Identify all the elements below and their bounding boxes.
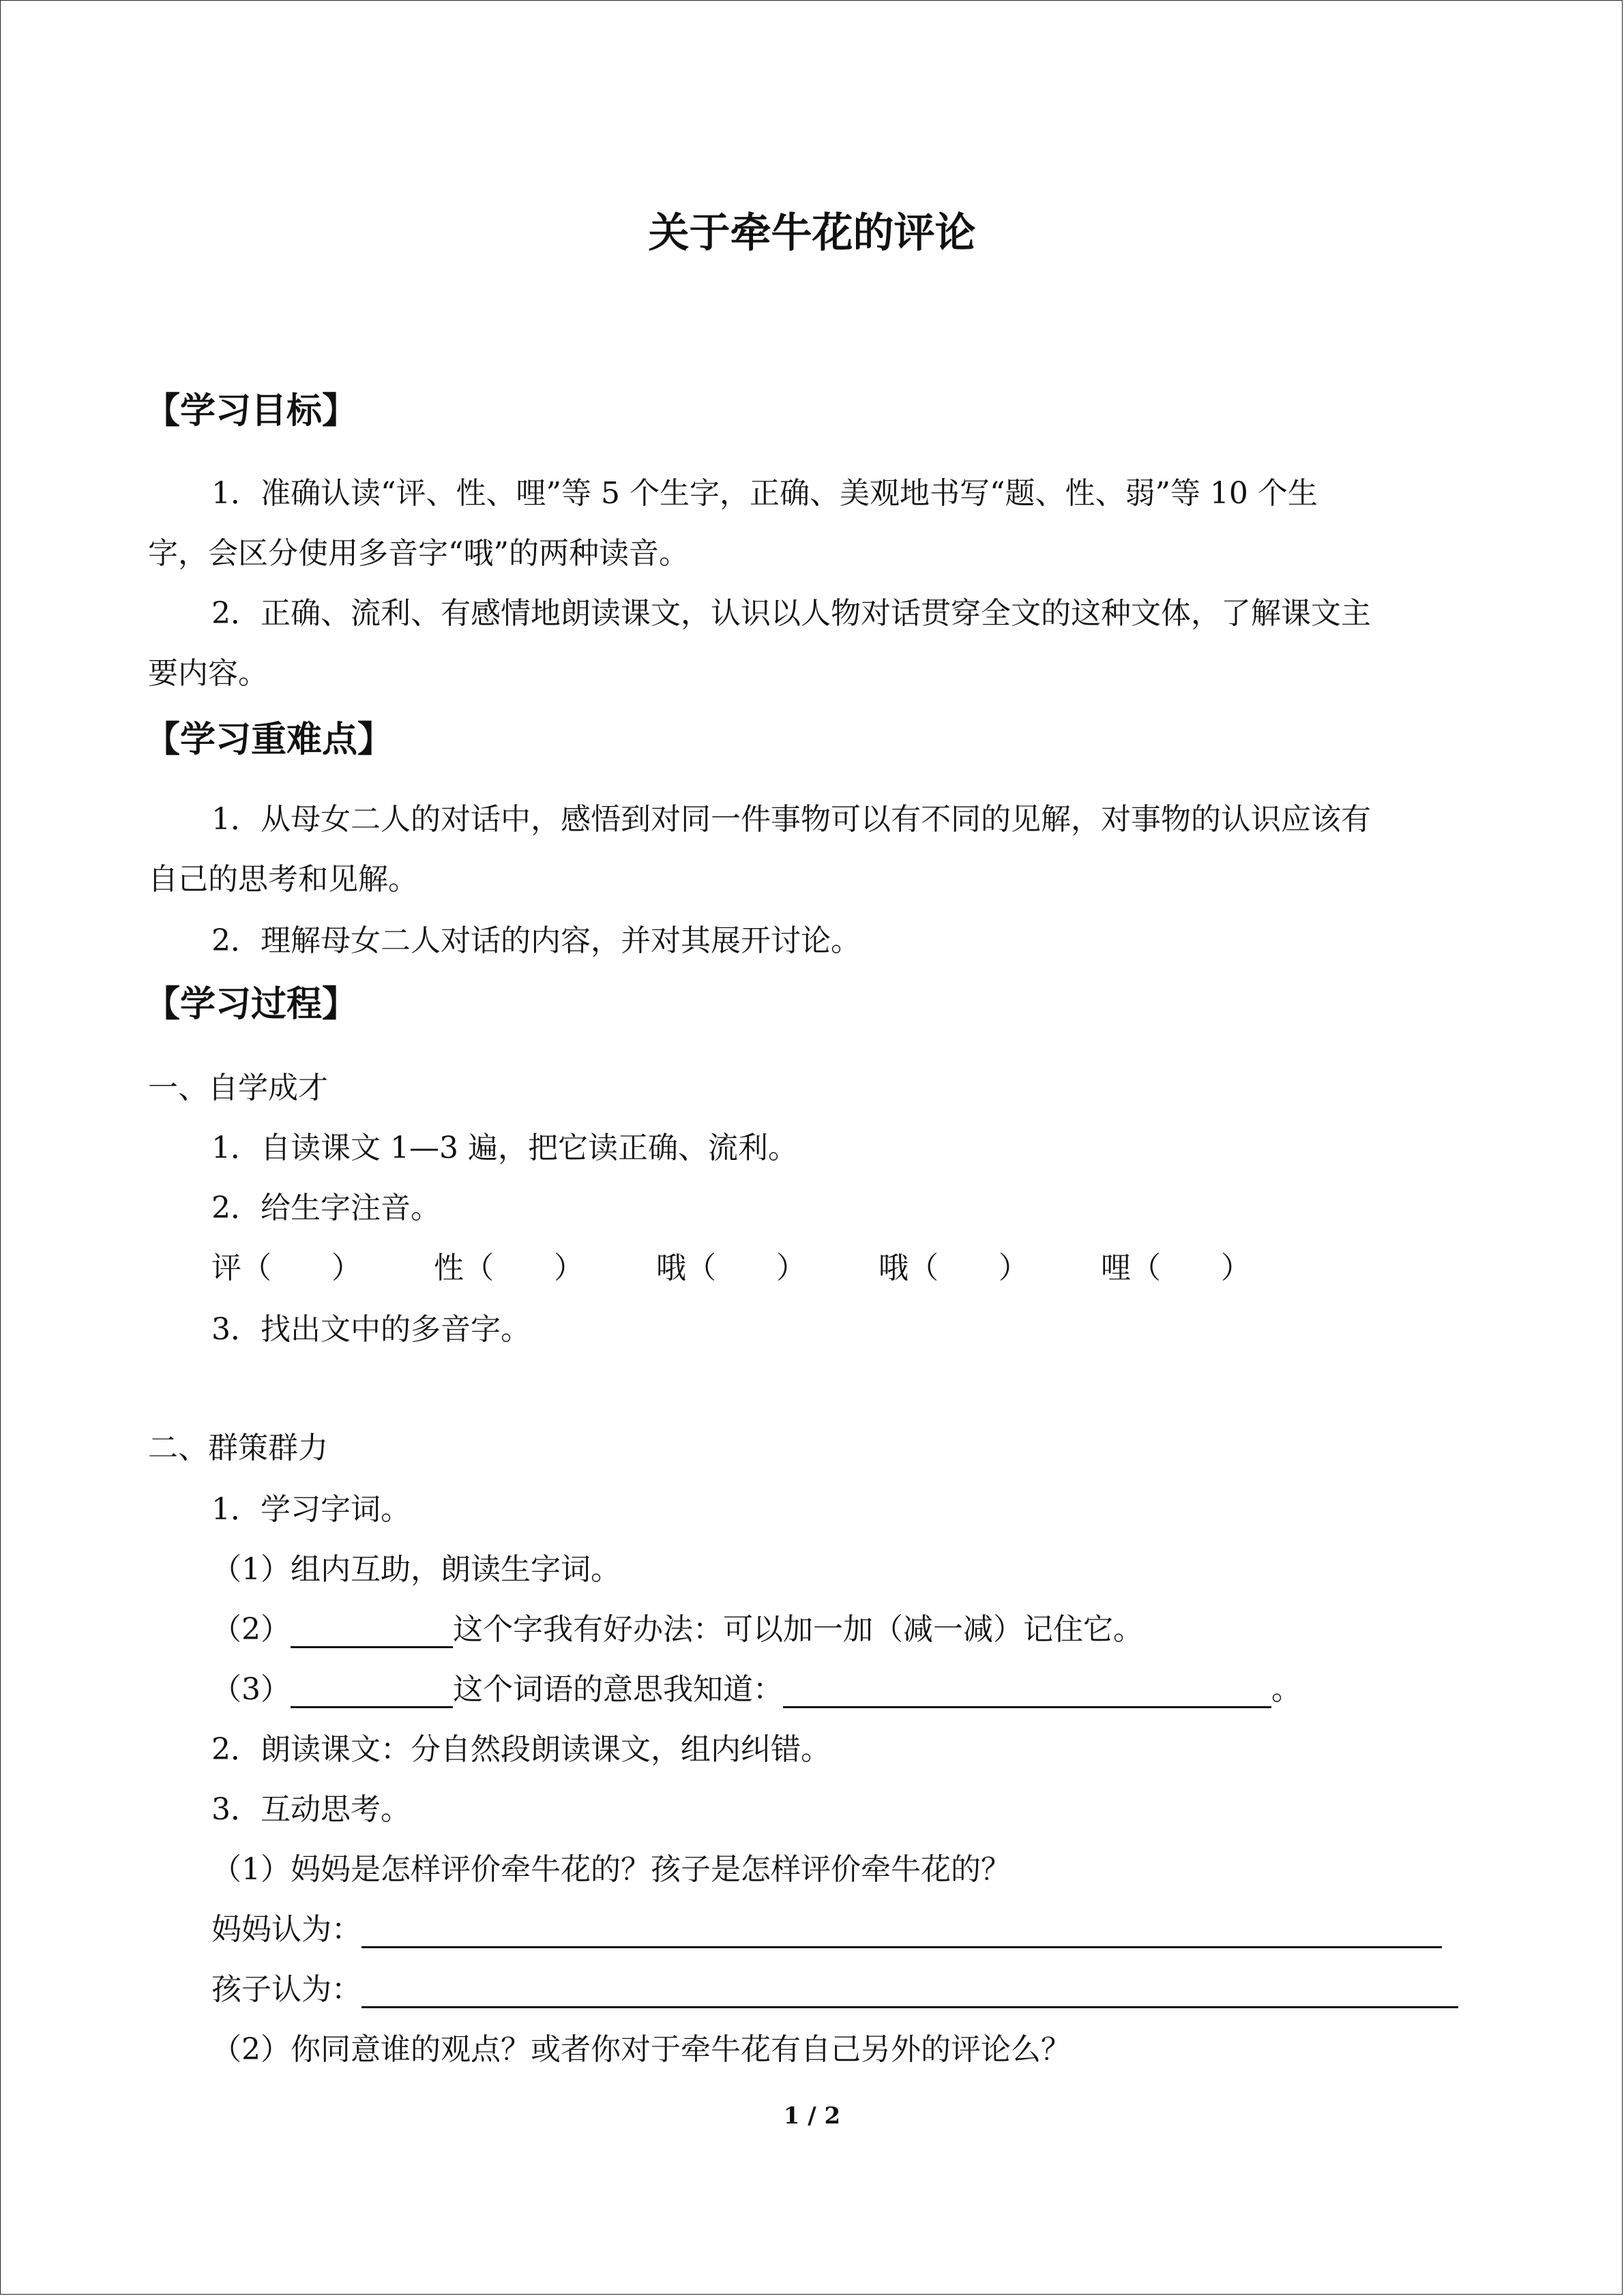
child-opinion-blank[interactable] [361,1975,1458,2008]
question-1: （1）妈妈是怎样评价牵牛花的？孩子是怎样评价牵牛花的？ [211,1852,1011,1887]
part-1-step-2: 2．给生字注音。 [211,1191,441,1225]
sub-3-text: 这个词语的意思我知道： [453,1672,783,1707]
part-2-step-1: 1．学习字词。 [211,1492,411,1527]
page-number: 1 / 2 [783,2102,841,2130]
pinyin-item[interactable]: 哦（ ） [879,1251,1029,1285]
sub-2-text: 这个字我有好办法：可以加一加（减一减）记住它。 [453,1612,1143,1647]
fill-blank-meaning[interactable] [783,1675,1271,1708]
fill-blank-character[interactable] [291,1615,453,1648]
keypoint-1-line-2: 自己的思考和见解。 [148,862,418,897]
process-heading: 【学习过程】 [145,984,358,1025]
objective-1-line-2: 字，会区分使用多音字“哦”的两种读音。 [148,536,689,571]
pinyin-item[interactable]: 评（ ） [211,1251,361,1285]
part-2-title: 二、群策群力 [148,1431,328,1465]
sub-3-end: 。 [1271,1672,1301,1707]
sub-3-prefix: （3） [211,1672,291,1707]
pinyin-item[interactable]: 哦（ ） [656,1251,806,1285]
pinyin-exercise-row [211,1251,1314,1287]
pinyin-item[interactable]: 性（ ） [434,1251,584,1285]
pinyin-item[interactable]: 哩（ ） [1101,1251,1251,1285]
part-2-sub-3 [211,1672,1301,1708]
document-title: 关于牵牛花的评论 [648,209,976,257]
mom-opinion-row [211,1912,1442,1948]
part-1-step-1: 1．自读课文 1—3 遍，把它读正确、流利。 [211,1131,798,1165]
question-2: （2）你同意谁的观点？或者你对于牵牛花有自己另外的评论么？ [211,2032,1071,2067]
part-2-step-2: 2．朗读课文：分自然段朗读课文，组内纠错。 [211,1732,831,1767]
sub-2-prefix: （2） [211,1612,291,1647]
mom-label: 妈妈认为： [211,1912,361,1947]
part-1-title: 一、自学成才 [148,1071,328,1105]
objectives-heading: 【学习目标】 [145,391,358,432]
objective-1-line-1: 1．准确认读“评、性、哩”等 5 个生字，正确、美观地书写“题、性、弱”等 10 个生 [211,476,1318,511]
keypoint-1-line-1: 1．从母女二人的对话中，感悟到对同一件事物可以有不同的见解，对事物的认识应该有 [211,802,1371,837]
part-2-step-3: 3．互动思考。 [211,1792,411,1827]
child-opinion-row [211,1972,1458,2008]
part-1-step-3: 3．找出文中的多音字。 [211,1312,531,1347]
child-label: 孩子认为： [211,1972,361,2007]
objective-2-line-2: 要内容。 [148,656,268,691]
keypoint-2: 2．理解母女二人对话的内容，并对其展开讨论。 [211,923,861,958]
part-2-sub-2 [211,1612,1143,1648]
keypoints-heading: 【学习重难点】 [145,719,394,760]
objective-2-line-1: 2．正确、流利、有感情地朗读课文，认识以人物对话贯穿全文的这种文体，了解课文主 [211,596,1371,631]
mom-opinion-blank[interactable] [361,1915,1442,1948]
fill-blank-word[interactable] [291,1675,453,1708]
part-2-sub-1: （1）组内互助，朗读生字词。 [211,1552,621,1587]
